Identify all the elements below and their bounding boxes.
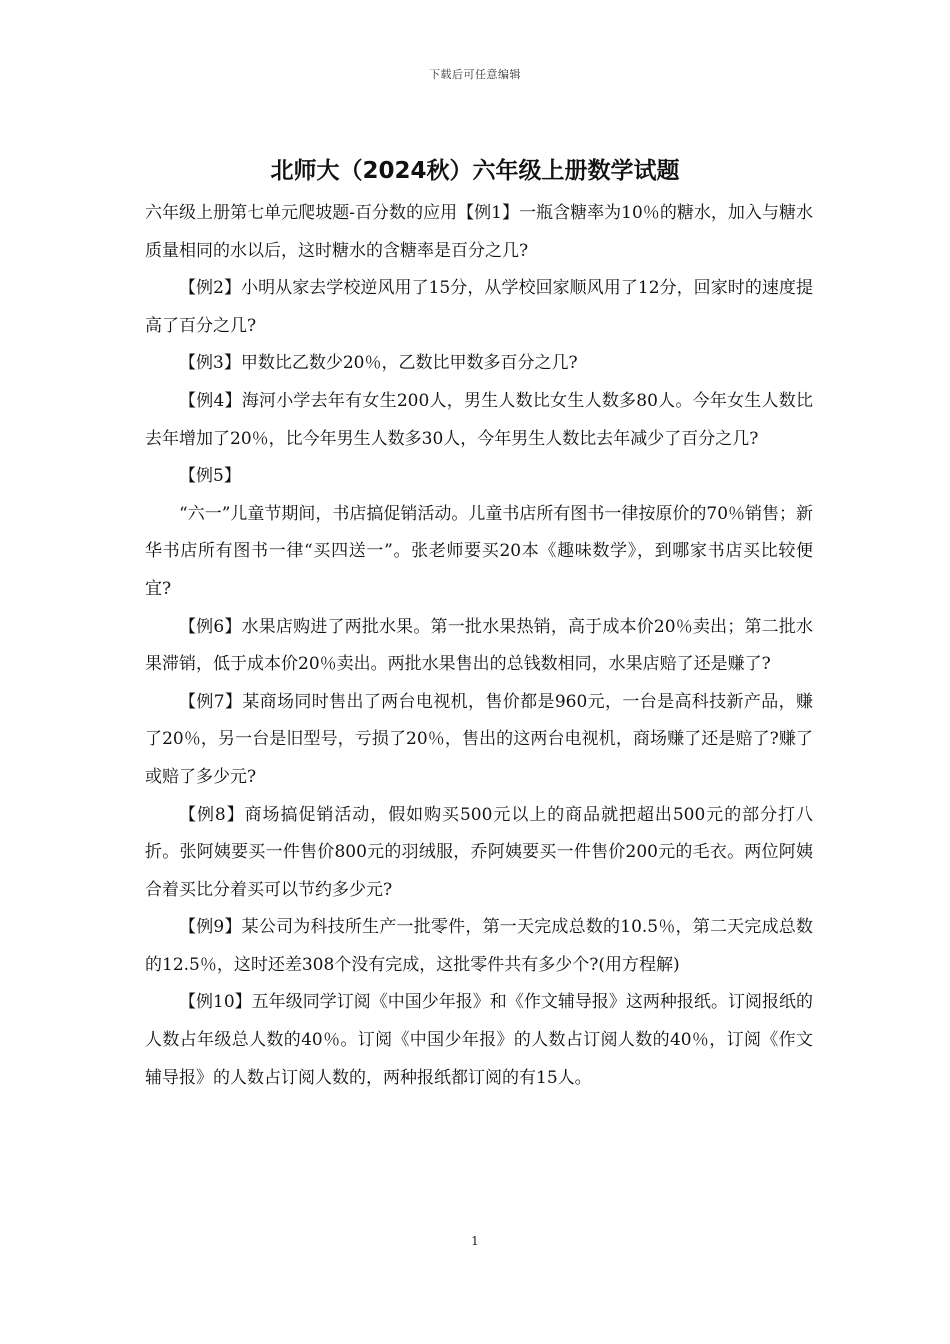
- paragraph-example-6: 【例6】水果店购进了两批水果。第一批水果热销，高于成本价20％卖出；第二批水果滞销，低于成本价20％卖出。两批水果售出的总钱数相同，水果店赔了还是赚了?: [145, 616, 813, 675]
- paragraph-example-7: 【例7】某商场同时售出了两台电视机，售价都是960元，一台是高科技新产品，赚了20％，另一台是旧型号，亏损了20％，售出的这两台电视机，商场赚了还是赔了?赚了或赔了多少元?: [145, 691, 813, 787]
- paragraph-example-8: 【例8】商场搞促销活动，假如购买500元以上的商品就把超出500元的部分打八折。张阿姨要买一件售价800元的羽绒服，乔阿姨要买一件售价200元的毛衣。两位阿姨合着买比分着买可以节约多少元?: [145, 804, 813, 900]
- paragraph-example-4: 【例4】海河小学去年有女生200人，男生人数比女生人数多80人。今年女生人数比去年增加了20％，比今年男生人数多30人，今年男生人数比去年减少了百分之几?: [145, 390, 813, 449]
- paragraph-example-2: 【例2】小明从家去学校逆风用了15分，从学校回家顺风用了12分，回家时的速度提高了百分之几?: [145, 278, 813, 336]
- paragraph-example-3: 【例3】甲数比乙数少20％，乙数比甲数多百分之几?: [179, 353, 578, 374]
- paragraph-intro-example-1: 六年级上册第七单元爬坡题-百分数的应用【例1】一瓶含糖率为10％的糖水，加入与糖水质量相同的水以后，这时糖水的含糖率是百分之几?: [145, 203, 813, 261]
- page-header: 下载后可任意编辑: [429, 68, 521, 81]
- paragraph-example-10: 【例10】五年级同学订阅《中国少年报》和《作文辅导报》这两种报纸。订阅报纸的人数占年级总人数的40％。订阅《中国少年报》的人数占订阅人数的40％，订阅《作文辅导报》的人数占订阅人数的，两种报纸都订阅的有15人。: [145, 992, 813, 1088]
- document-title: 北师大（2024秋）六年级上册数学试题: [270, 158, 680, 184]
- paragraph-example-5-heading: 【例5】: [179, 466, 241, 487]
- paragraph-example-9: 【例9】某公司为科技所生产一批零件，第一天完成总数的10.5％，第二天完成总数的12.5％，这时还差308个没有完成，这批零件共有多少个?(用方程解): [145, 917, 813, 975]
- paragraph-example-5: “六一”儿童节期间，书店搞促销活动。儿童书店所有图书一律按原价的70％销售；新华书店所有图书一律“买四送一”。张老师要买20本《趣味数学》，到哪家书店买比较便宜?: [145, 503, 814, 599]
- document-body: [145, 195, 813, 1097]
- page-number: 1: [471, 1234, 479, 1248]
